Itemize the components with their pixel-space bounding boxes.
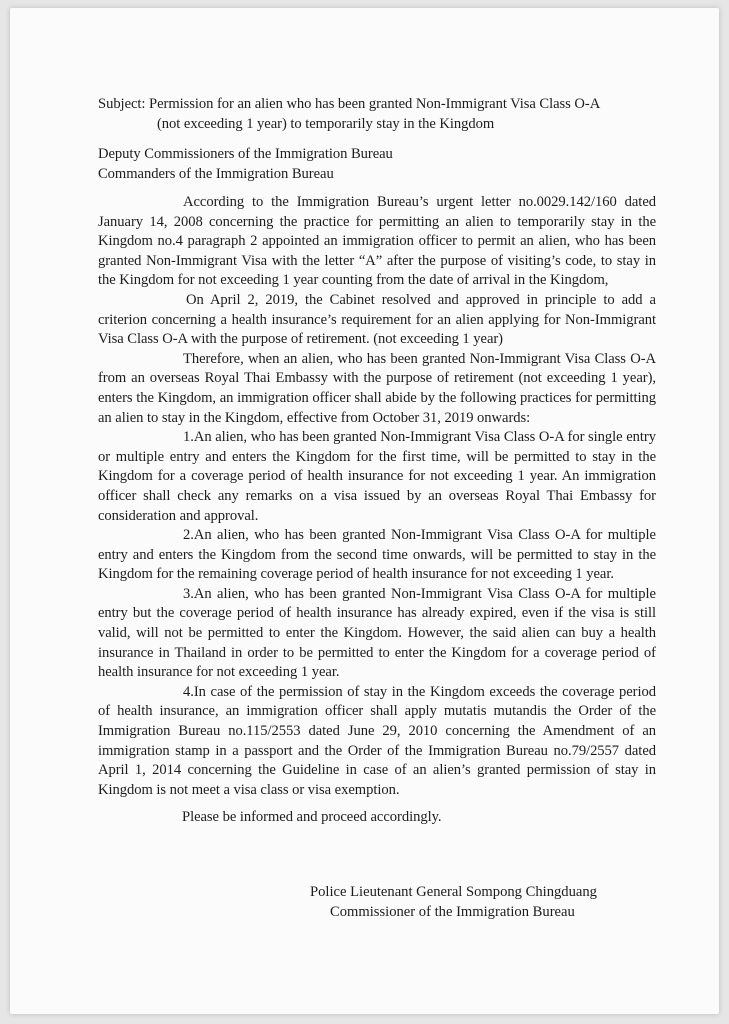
document-page [10,8,719,1014]
letter-body [98,193,656,828]
subject-line-2: (not exceeding 1 year) to temporarily stay in the Kingdom [157,115,495,132]
paragraph-cabinet-resolution: On April 2, 2019, the Cabinet resolved and approved in principle to add a criterion concerning a health insurance’s requirement for an alien applying for Non-Immigrant Visa Class O-A with the purpose of retirement. (not exceeding 1 year) [98,291,656,348]
practice-item-3: 3.An alien, who has been granted Non-Immigrant Visa Class O-A for multiple entry but the coverage period of health insurance has already expired, even if the visa is still valid, will not be permitted to enter the Kingdom. However, the said alien can buy a health insurance in Thailand in order to be permitted to enter the Kingdom for a coverage period of health insurance for not exceeding 1 year. [98,585,656,681]
paragraph-practices-intro: Therefore, when an alien, who has been granted Non-Immigrant Visa Class O-A from an overseas Royal Thai Embassy with the purpose of retirement (not exceeding 1 year), enters the Kingdom, an immigration officer shall abide by the following practices for permitting an alien to stay in the Kingdom, effective from October 31, 2019 onwards: [98,350,656,426]
addressee-commanders: Commanders of the Immigration Bureau [98,165,334,182]
practice-item-1: 1.An alien, who has been granted Non-Immigrant Visa Class O-A for single entry or multiple entry and enters the Kingdom for the first time, will be permitted to stay in the Kingdom for a coverage period of health insurance for not exceeding 1 year. An immigration officer shall check any remarks on a visa issued by an overseas Royal Thai Embassy for consideration and approval. [98,429,656,524]
signatory-name: Police Lieutenant General Sompong Chingduang [310,884,597,900]
signatory-title: Commissioner of the Immigration Bureau [330,903,575,920]
addressee-block [98,145,656,184]
signature-block [310,883,670,922]
practice-item-4: 4.In case of the permission of stay in the Kingdom exceeds the coverage period of health insurance, an immigration officer shall apply mutatis mutandis the Order of the Immigration Bureau no.115/2553 dated June 29, 2010 concerning the Amendment of an immigration stamp in a passport and the Order of the Immigration Bureau no.79/2557 dated April 1, 2014 concerning the Guideline in case of an alien’s granted permission of stay in Kingdom is not meet a visa class or visa exemption. [98,683,656,798]
subject-block [98,95,656,134]
closing-line: Please be informed and proceed accordingly. [182,809,442,826]
paragraph-urgent-letter: According to the Immigration Bureau’s urgent letter no.0029.142/160 dated January 14, 2008 concerning the practice for permitting an alien to temporarily stay in the Kingdom no.4 paragraph 2 appointed an immigration officer to permit an alien, who has been granted Non-Immigrant Visa with the letter “A” after the purpose of visiting’s code, to stay in the Kingdom for not exceeding 1 year counting from the date of arrival in the Kingdom, [98,194,656,289]
addressee-deputy-commissioners: Deputy Commissioners of the Immigration Bureau [98,146,393,162]
subject-line-1: Subject: Permission for an alien who has been granted Non-Immigrant Visa Class O-A [98,96,601,112]
practice-item-2: 2.An alien, who has been granted Non-Immigrant Visa Class O-A for multiple entry and enters the Kingdom from the second time onwards, will be permitted to stay in the Kingdom for the remaining coverage period of health insurance for not exceeding 1 year. [98,527,656,583]
